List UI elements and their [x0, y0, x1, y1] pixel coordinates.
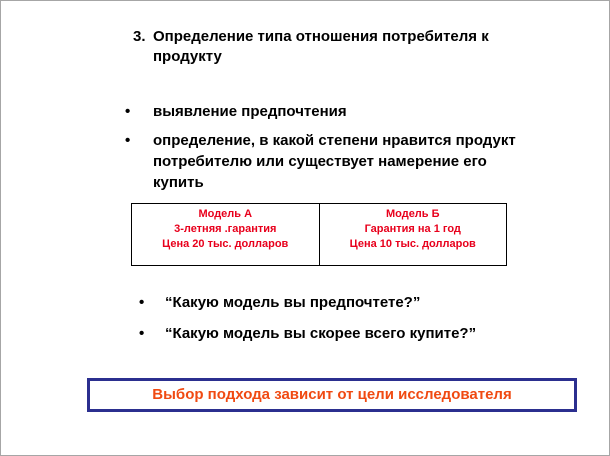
question-text: “Какую модель вы скорее всего купите?”	[165, 325, 477, 342]
bullet-dot-icon: •	[125, 103, 131, 120]
model-a-cell	[132, 204, 320, 266]
slide-heading	[133, 27, 553, 67]
heading-line-1: Определение типа отношения потребителя к	[153, 28, 489, 45]
bullet-text-line-2: потребителю или существует намерение его	[153, 153, 487, 170]
heading-line-2: продукту	[153, 48, 222, 65]
bullet-item	[125, 130, 595, 193]
model-b-name: Модель Б	[385, 208, 440, 220]
method-bullet-list	[125, 101, 595, 201]
model-b-price: Цена 10 тыс. долларов	[349, 238, 476, 250]
question-text: “Какую модель вы предпочтете?”	[165, 294, 421, 311]
question-item	[139, 324, 579, 344]
model-b-warranty: Гарантия на 1 год	[364, 223, 461, 235]
table-row	[132, 204, 507, 266]
bullet-text: выявление предпочтения	[153, 103, 347, 120]
bullet-item	[125, 101, 595, 122]
question-item	[139, 293, 579, 313]
conclusion-box: Выбор подхода зависит от цели исследователя	[87, 378, 577, 412]
model-a-warranty: 3-летняя .гарантия	[174, 223, 277, 235]
question-list	[139, 293, 579, 355]
bullet-text-line-3: купить	[153, 174, 204, 191]
heading-number: 3.	[133, 28, 146, 45]
model-comparison-table	[131, 203, 507, 266]
model-a-name: Модель А	[198, 208, 253, 220]
bullet-text-line-1: определение, в какой степени нравится продукт	[153, 132, 516, 149]
model-a-price: Цена 20 тыс. долларов	[162, 238, 289, 250]
bullet-dot-icon: •	[125, 132, 131, 149]
bullet-dot-icon: •	[139, 325, 145, 342]
model-b-cell	[319, 204, 507, 266]
bullet-dot-icon: •	[139, 294, 145, 311]
